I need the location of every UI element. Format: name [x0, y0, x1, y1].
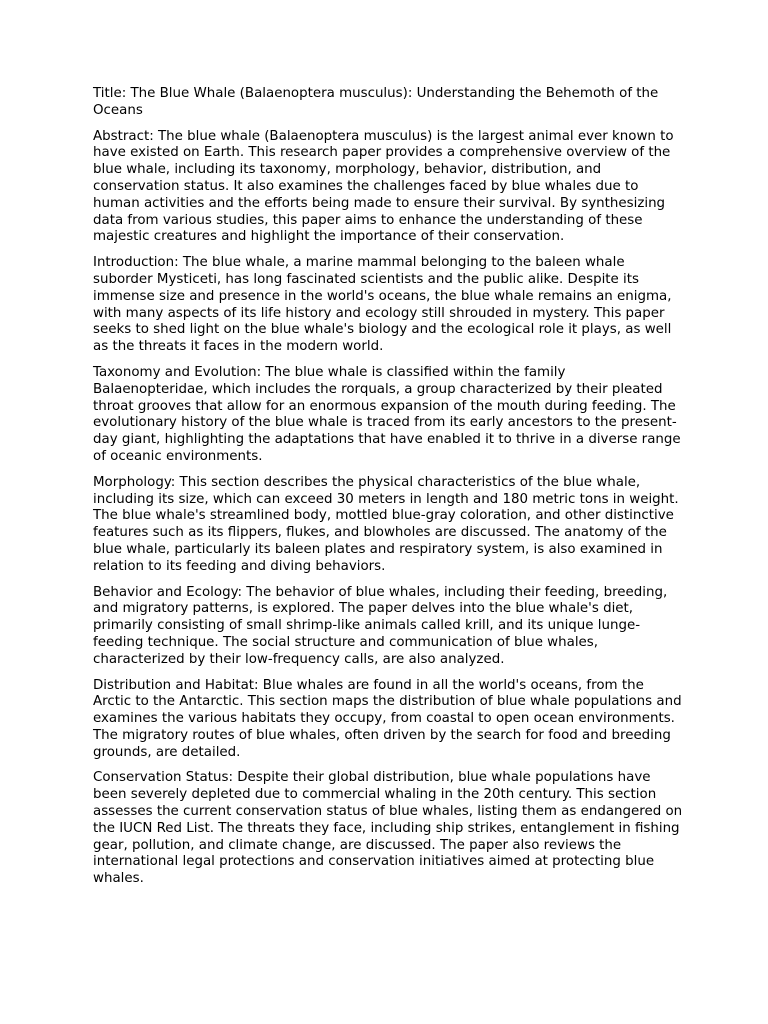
behavior-paragraph: Behavior and Ecology: The behavior of blue whales, including their feeding, breeding, and migratory patterns, is explored. The paper delves into the blue whale's diet, primarily consisting of small shrimp-like animals called krill, and its unique lunge-feeding technique. The social structure and communication of blue whales, characterized by their low-frequency calls, are also analyzed.: [93, 584, 668, 667]
distribution-paragraph: Distribution and Habitat: Blue whales are found in all the world's oceans, from the Arctic to the Antarctic. This section maps the distribution of blue whale populations and examines the various habitats they occupy, from coastal to open ocean environments. The migratory routes of blue whales, often driven by the search for food and breeding grounds, are detailed.: [93, 677, 682, 760]
abstract-paragraph: Abstract: The blue whale (Balaenoptera musculus) is the largest animal ever known to have existed on Earth. This research paper provides a comprehensive overview of the blue whale, including its taxonomy, morphology, behavior, distribution, and conservation status. It also examines the challenges faced by blue whales due to human activities and the efforts being made to ensure their survival. By synthesizing data from various studies, this paper aims to enhance the understanding of these majestic creatures and highlight the importance of their conservation.: [93, 128, 674, 245]
taxonomy-paragraph: Taxonomy and Evolution: The blue whale is classified within the family Balaenopteridae, which includes the rorquals, a group characterized by their pleated throat grooves that allow for an enormous expansion of the mouth during feeding. The evolutionary history of the blue whale is traced from its early ancestors to the present-day giant, highlighting the adaptations that have enabled it to thrive in a diverse range of oceanic environments.: [93, 364, 681, 464]
conservation-paragraph: Conservation Status: Despite their global distribution, blue whale populations have been severely depleted due to commercial whaling in the 20th century. This section assesses the current conservation status of blue whales, listing them as endangered on the IUCN Red List. The threats they face, including ship strikes, entanglement in fishing gear, pollution, and climate change, are discussed. The paper also reviews the international legal protections and conservation initiatives aimed at protecting blue whales.: [93, 770, 683, 887]
document-title: Title: The Blue Whale (Balaenoptera musculus): Understanding the Behemoth of the Oceans: [93, 86, 659, 118]
morphology-paragraph: Morphology: This section describes the physical characteristics of the blue whale, including its size, which can exceed 30 meters in length and 180 metric tons in weight. The blue whale's streamlined body, mottled blue-gray coloration, and other distinctive features such as its flippers, flukes, and blowholes are discussed. The anatomy of the blue whale, particularly its baleen plates and respiratory system, is also examined in relation to its feeding and diving behaviors.: [93, 474, 679, 574]
document-body: [93, 86, 683, 897]
introduction-paragraph: Introduction: The blue whale, a marine mammal belonging to the baleen whale suborder Mysticeti, has long fascinated scientists and the public alike. Despite its immense size and presence in the world's oceans, the blue whale remains an enigma, with many aspects of its life history and ecology still shrouded in mystery. This paper seeks to shed light on the blue whale's biology and the ecological role it plays, as well as the threats it faces in the modern world.: [93, 255, 672, 355]
